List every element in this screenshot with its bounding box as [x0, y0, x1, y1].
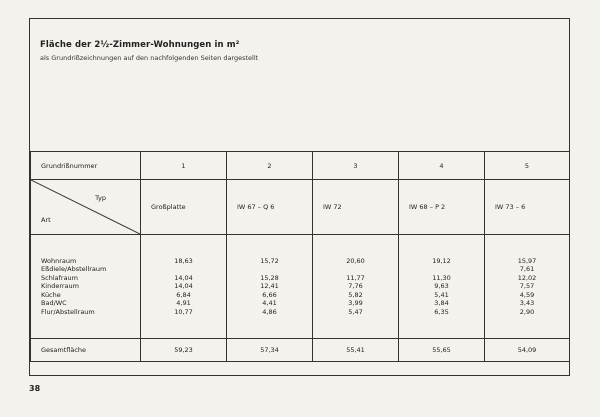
value [399, 265, 484, 274]
value: 7,61 [519, 265, 535, 274]
value: 12,02 [517, 273, 537, 282]
room-label: Bad/WC [41, 299, 67, 308]
value: 7,57 [519, 282, 535, 291]
values-cell-4 [399, 235, 485, 339]
art-label: Art [41, 216, 51, 224]
value: 7,76 [348, 282, 363, 291]
type-cell: IW 73 – 6 [485, 180, 570, 235]
number-cell: 2 [227, 152, 313, 180]
type-cell: IW 67 – Q 6 [227, 180, 313, 235]
row-header-label: Grundrißnummer [31, 152, 141, 180]
diagonal-line [31, 180, 140, 234]
value: 4,86 [262, 307, 277, 316]
value: 11,77 [346, 273, 365, 282]
value: 6,35 [434, 307, 449, 316]
type-cell: IW 68 – P 2 [399, 180, 485, 235]
diagonal-header-cell [31, 180, 141, 235]
table-frame [29, 18, 570, 376]
values-cell-3 [313, 235, 399, 339]
page-title: Fläche der 2½-Zimmer-Wohnungen in m² [40, 40, 240, 50]
page-subtitle: als Grundrißzeichnungen auf den nachfolgenden Seiten dargestellt [40, 54, 259, 62]
room-label: Kinderraum [41, 282, 79, 291]
value: 3,99 [348, 299, 363, 308]
total-value: 59,23 [141, 339, 227, 362]
value: 15,28 [260, 273, 279, 282]
total-value: 54,09 [485, 339, 570, 362]
value: 20,60 [346, 256, 365, 265]
room-label: Flur/Abstellraum [41, 307, 95, 316]
value: 3,43 [519, 299, 535, 308]
value [313, 265, 398, 274]
value: 15,97 [517, 256, 537, 265]
type-cell: Großplatte [141, 180, 227, 235]
values-cell-2 [227, 235, 313, 339]
value: 6,84 [176, 290, 191, 299]
total-value: 55,65 [399, 339, 485, 362]
value: 5,82 [348, 290, 363, 299]
value: 10,77 [174, 307, 193, 316]
type-cell: IW 72 [313, 180, 399, 235]
room-values-row [31, 235, 570, 339]
value [141, 265, 226, 274]
value: 14,04 [174, 282, 193, 291]
room-list-cell [31, 235, 141, 339]
page-number: 38 [29, 384, 41, 393]
value: 4,91 [176, 299, 191, 308]
area-table [30, 151, 570, 362]
number-cell: 1 [141, 152, 227, 180]
value: 5,41 [434, 290, 449, 299]
room-label: Küche [41, 290, 61, 299]
total-row [31, 339, 570, 362]
total-value: 57,34 [227, 339, 313, 362]
number-cell: 3 [313, 152, 399, 180]
value: 9,63 [434, 282, 449, 291]
number-cell: 4 [399, 152, 485, 180]
total-label: Gesamtfläche [31, 339, 141, 362]
total-value: 55,41 [313, 339, 399, 362]
number-cell: 5 [485, 152, 570, 180]
value: 6,66 [262, 290, 277, 299]
values-cell-5 [485, 235, 570, 339]
value: 15,72 [260, 256, 279, 265]
value: 19,12 [432, 256, 451, 265]
typ-label: Typ [95, 194, 106, 202]
room-label: Wohnraum [41, 256, 77, 265]
value: 11,30 [432, 273, 451, 282]
value: 4,59 [519, 290, 535, 299]
room-label: Eßdiele/Abstellraum [41, 265, 107, 274]
room-label: Schlafraum [41, 273, 79, 282]
number-row [31, 152, 570, 180]
values-cell-1 [141, 235, 227, 339]
value: 14,04 [174, 273, 193, 282]
value: 12,41 [260, 282, 279, 291]
value: 2,90 [519, 307, 535, 316]
value: 4,41 [262, 299, 277, 308]
value: 18,63 [174, 256, 193, 265]
value: 3,84 [434, 299, 449, 308]
value [227, 265, 312, 274]
value: 5,47 [348, 307, 363, 316]
type-row [31, 180, 570, 235]
